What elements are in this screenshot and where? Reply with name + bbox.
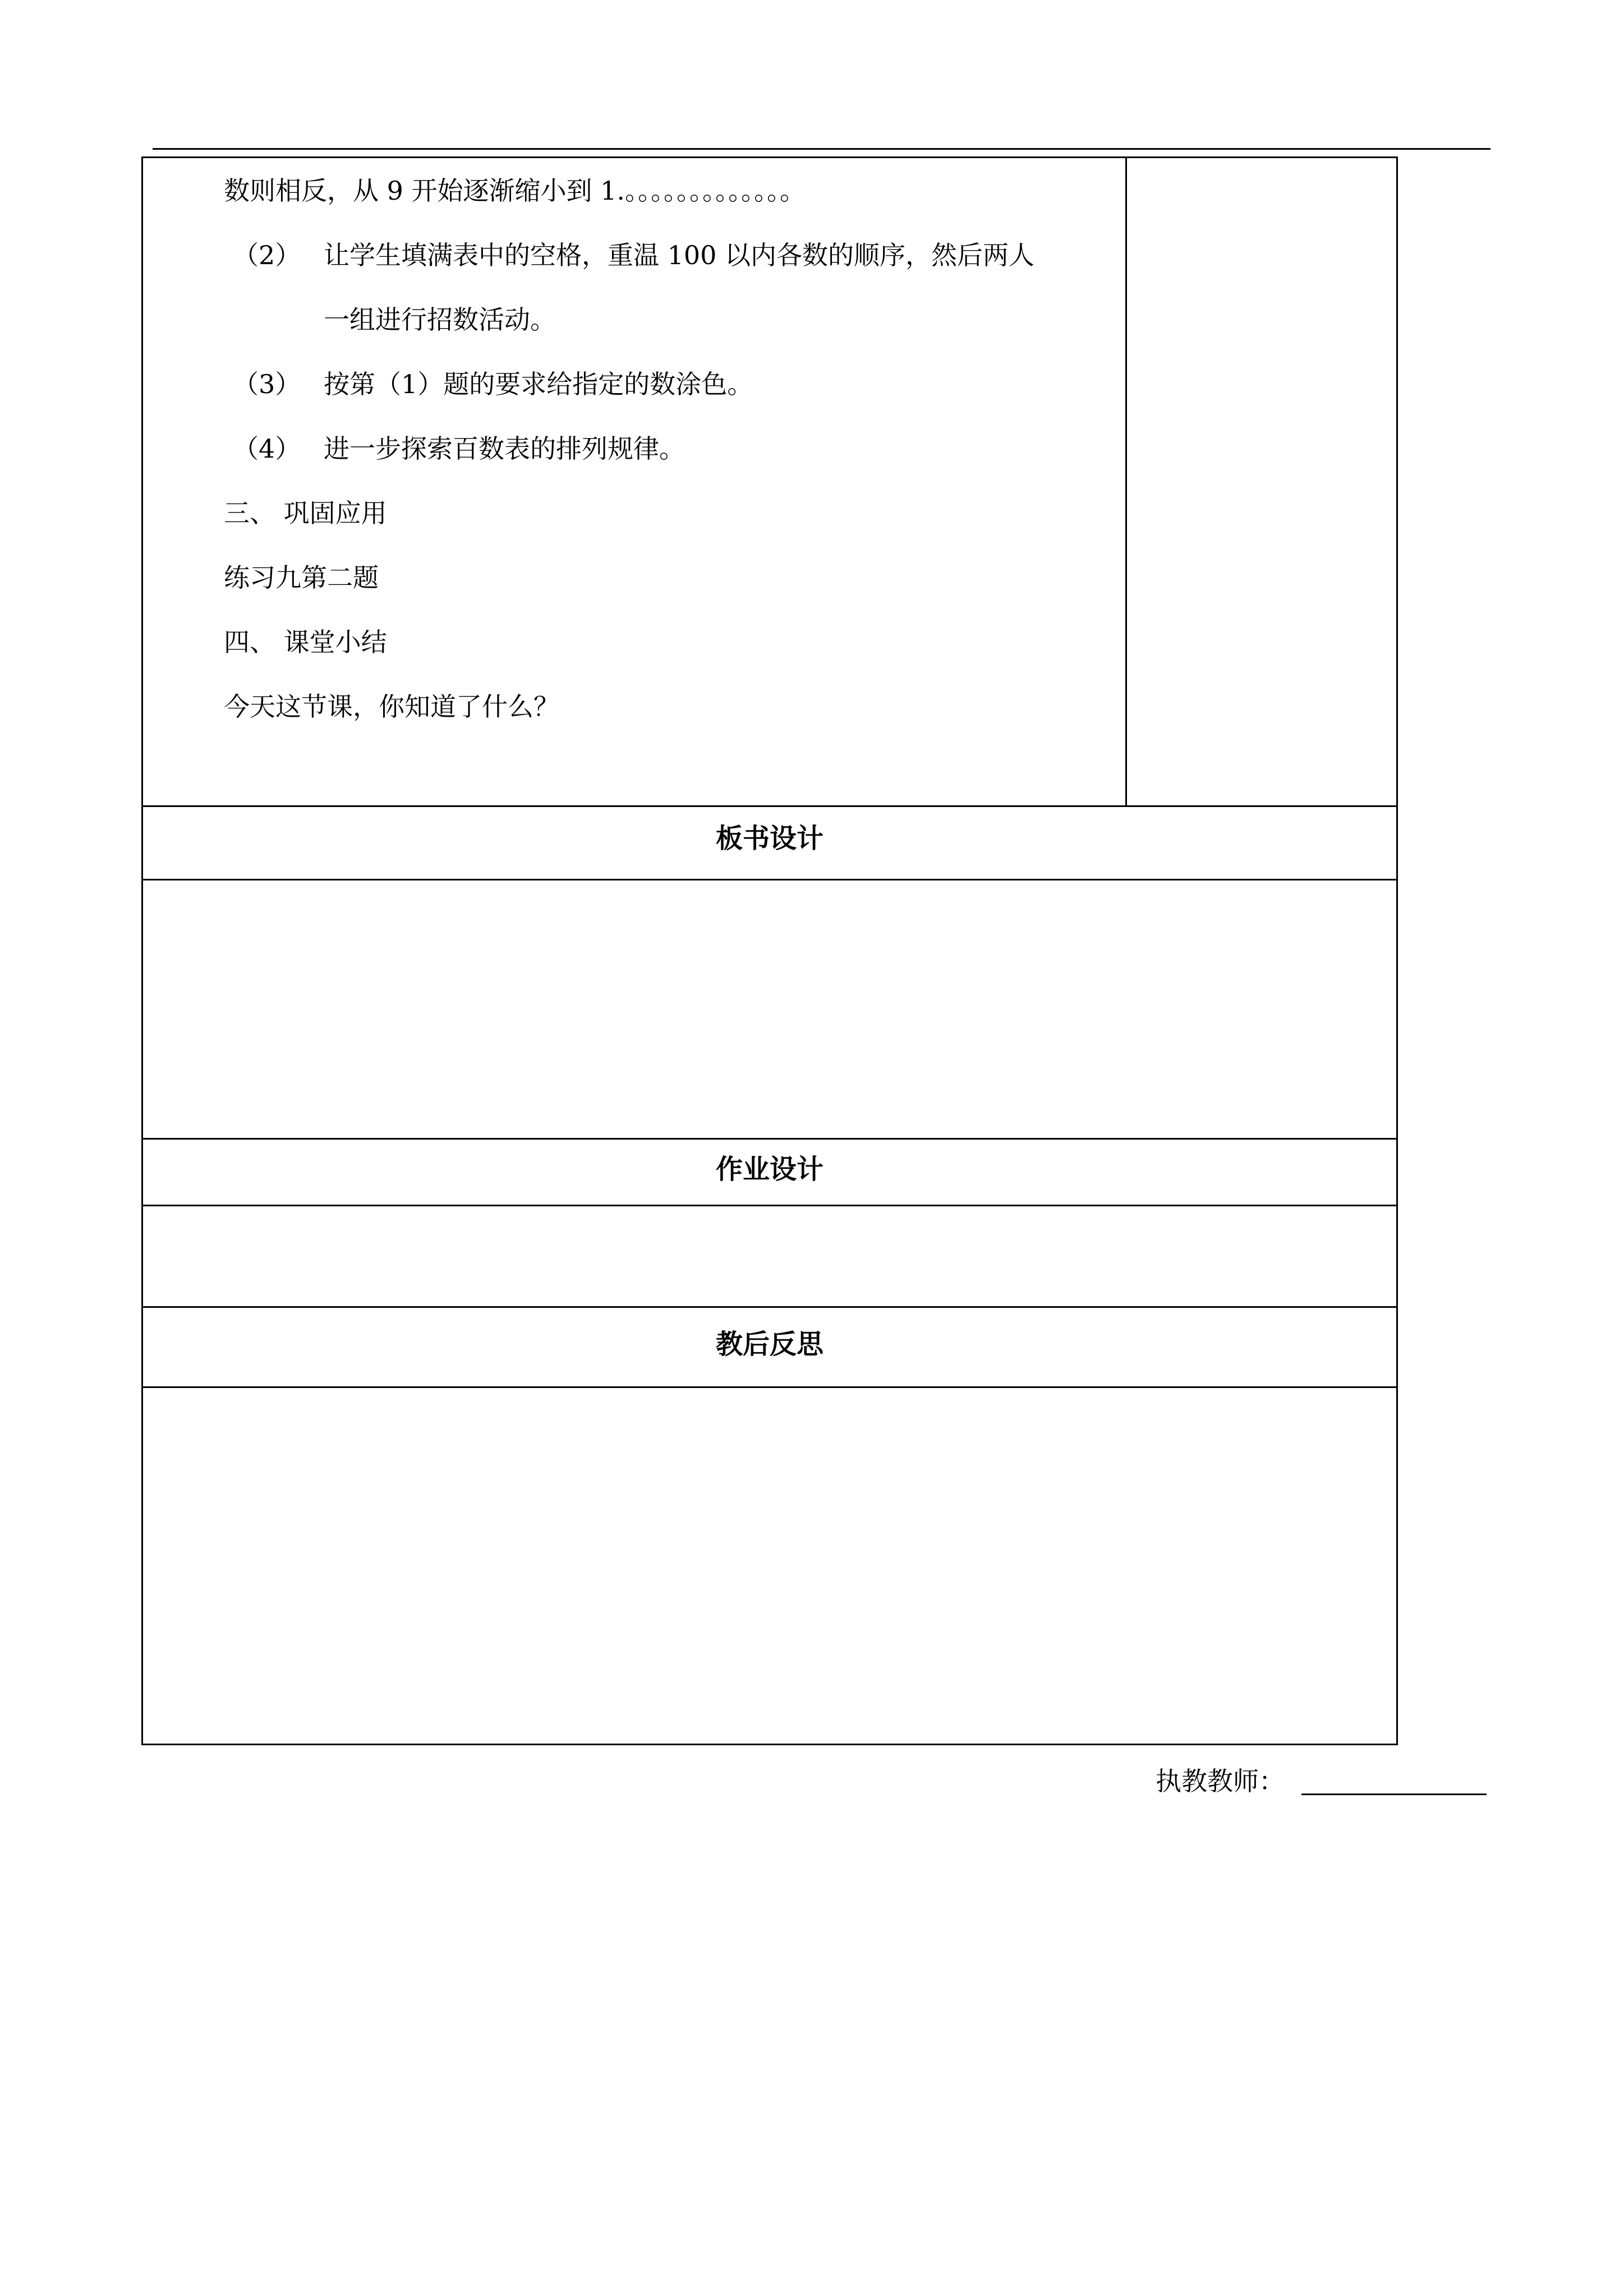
notes-column-divider bbox=[1125, 158, 1127, 805]
row-divider bbox=[143, 1386, 1396, 1388]
homework-design-heading: 作业设计 bbox=[715, 1154, 823, 1185]
teacher-signature-line bbox=[1301, 1794, 1487, 1795]
row-divider bbox=[143, 879, 1396, 880]
summary-question: 今天这节课，你知道了什么？ bbox=[224, 691, 559, 722]
step-number: （3） bbox=[233, 369, 301, 399]
step-number: （2） bbox=[233, 240, 301, 270]
step-number: （4） bbox=[233, 434, 301, 464]
teacher-label: 执教教师： bbox=[1156, 1766, 1285, 1796]
process-line: 按第（1）题的要求给指定的数涂色。 bbox=[324, 369, 753, 399]
section-heading-summary: 四、 课堂小结 bbox=[224, 627, 387, 657]
board-design-heading: 板书设计 bbox=[715, 823, 823, 854]
process-line: 一组进行招数活动。 bbox=[324, 305, 556, 335]
row-divider bbox=[143, 1205, 1396, 1206]
section-heading-consolidate: 三、 巩固应用 bbox=[224, 498, 387, 528]
exercise-line: 练习九第二题 bbox=[224, 563, 379, 593]
lesson-plan-table bbox=[141, 156, 1398, 1745]
row-divider bbox=[143, 805, 1396, 807]
process-line: 数则相反，从 9 开始逐渐缩小到 1.。。。。。。。。。。。。。 bbox=[224, 176, 806, 206]
row-divider bbox=[143, 1138, 1396, 1140]
process-line: 让学生填满表中的空格，重温 100 以内各数的顺序，然后两人 bbox=[324, 240, 1035, 270]
row-divider bbox=[143, 1306, 1396, 1308]
process-line: 进一步探索百数表的排列规律。 bbox=[324, 434, 685, 464]
reflection-heading: 教后反思 bbox=[715, 1329, 823, 1360]
header-rule bbox=[153, 148, 1490, 150]
